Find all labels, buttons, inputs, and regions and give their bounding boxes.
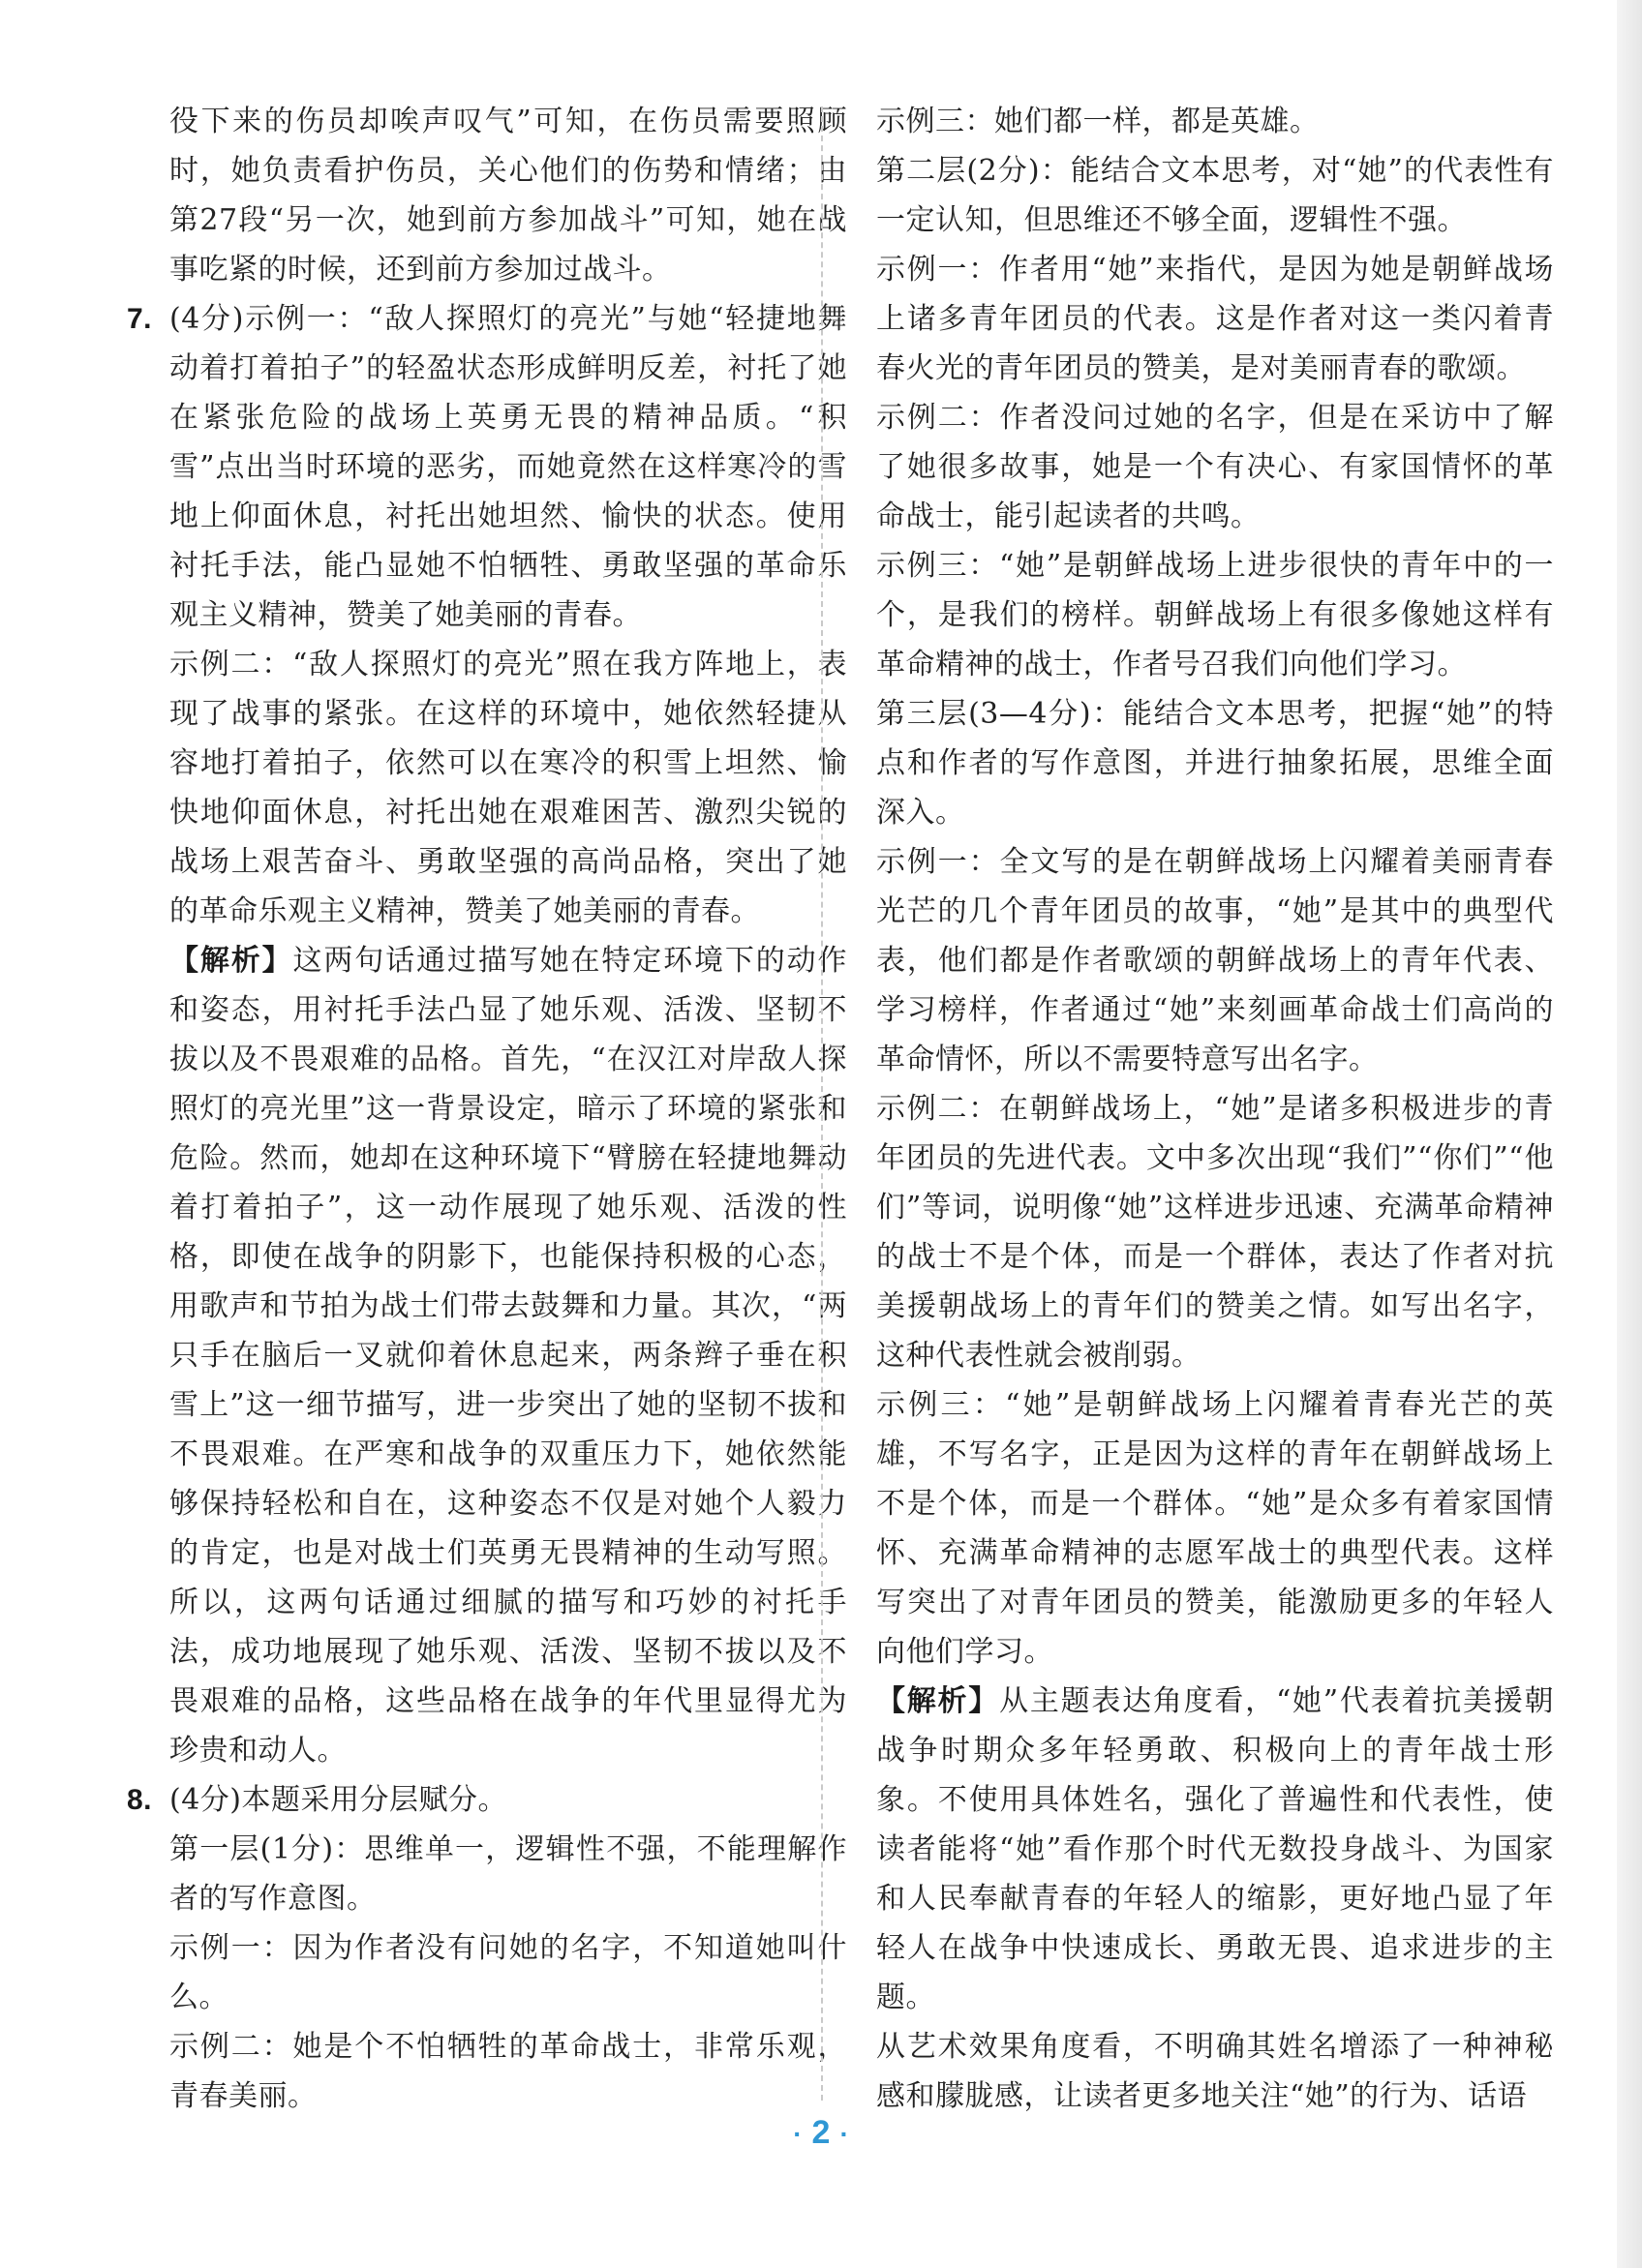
q8-level-2-example-3: 示例三：“她”是朝鲜战场上进步很快的青年中的一个，是我们的榜样。朝鲜战场上有很多像她这样有革命精神的战士，作者号召我们向他们学习。 (876, 549, 1554, 681)
q8-analysis-text: 从主题表达角度看，“她”代表着抗美援朝战争时期众多年轻勇敢、积极向上的青年战士形象。不使用具体姓名，强化了普遍性和代表性，使读者能将“她”看作那个时代无数投身战斗、为国家和人民奉献青春的年轻人的缩影，更好地凸显了年轻人在战争中快速成长、勇敢无畏、追求进步的主题。 (876, 1684, 1554, 2014)
column-divider (821, 106, 823, 2101)
left-column (127, 97, 848, 2121)
page-number (0, 2114, 1642, 2152)
question-number-8: 8. (127, 1784, 153, 1816)
page-edge-shadow (1617, 0, 1642, 2268)
q8-level-3-example-2: 示例二：在朝鲜战场上，“她”是诸多积极进步的青年团员的先进代表。文中多次出现“我们”“你们”“他们”等词，说明像“她”这样进步迅速、充满革命精神的战士不是个体，而是一个群体，表达了作者对抗美援朝战场上的青年们的赞美之情。如写出名字，这种代表性就会被削弱。 (876, 1092, 1554, 1373)
q8-analysis (876, 1677, 1554, 2022)
analysis-tag: 【解析】 (169, 944, 293, 978)
q8-level-2: 第二层(2分)：能结合文本思考，对“她”的代表性有一定认知，但思维还不够全面，逻辑性不强。 (876, 154, 1554, 237)
intro-paragraph: 役下来的伤员却唉声叹气”可知，在伤员需要照顾时，她负责看护伤员，关心他们的伤势和情绪；由第27段“另一次，她到前方参加战斗”可知，她在战事吃紧的时候，还到前方参加过战斗。 (169, 105, 847, 287)
q8-analysis-2: 从艺术效果角度看，不明确其姓名增添了一种神秘感和朦胧感，让读者更多地关注“她”的行为、话语 (876, 2030, 1554, 2113)
q8-level-3-example-1: 示例一：全文写的是在朝鲜战场上闪耀着美丽青春光芒的几个青年团员的故事，“她”是其中的典型代表，他们都是作者歌颂的朝鲜战场上的青年代表、学习榜样，作者通过“她”来刻画革命战士们高尚的革命情怀，所以不需要特意写出名字。 (876, 845, 1554, 1076)
question-7 (127, 294, 848, 1775)
q8-level-1-example-2: 示例二：她是个不怕牺牲的革命战士，非常乐观，青春美丽。 (169, 2030, 847, 2113)
question-number-7: 7. (127, 303, 153, 335)
q8-level-2-example-1: 示例一：作者用“她”来指代，是因为她是朝鲜战场上诸多青年团员的代表。这是作者对这一类闪着青春火光的青年团员的赞美，是对美丽青春的歌颂。 (876, 253, 1554, 385)
q7-analysis-text: 这两句话通过描写她在特定环境下的动作和姿态，用衬托手法凸显了她乐观、活泼、坚韧不拔以及不畏艰难的品格。首先，“在汉江对岸敌人探照灯的亮光里”这一背景设定，暗示了环境的紧张和危险。然而，她却在这种环境下“臂膀在轻捷地舞动着打着拍子”，这一动作展现了她乐观、活泼的性格，即使在战争的阴影下，也能保持积极的心态，用歌声和节拍为战士们带去鼓舞和力量。其次，“两只手在脑后一叉就仰着休息起来，两条辫子垂在积雪上”这一细节描写，进一步突出了她的坚韧不拔和不畏艰难。在严寒和战争的双重压力下，她依然能够保持轻松和自在，这种姿态不仅是对她个人毅力的肯定，也是对战士们英勇无畏精神的生动写照。所以，这两句话通过细腻的描写和巧妙的衬托手法，成功地展现了她乐观、活泼、坚韧不拔以及不畏艰难的品格，这些品格在战争的年代里显得尤为珍贵和动人。 (169, 944, 848, 1768)
right-column (876, 97, 1554, 2121)
q8-intro: (4分)本题采用分层赋分。 (169, 1783, 507, 1817)
q7-example-1: (4分)示例一：“敌人探照灯的亮光”与她“轻捷地舞动着打着拍子”的轻盈状态形成鲜明反差，衬托了她在紧张危险的战场上英勇无畏的精神品质。“积雪”点出当时环境的恶劣，而她竟然在这样寒冷的雪地上仰面休息，衬托出她坦然、愉快的状态。使用衬托手法，能凸显她不怕牺牲、勇敢坚强的革命乐观主义精神，赞美了她美丽的青春。 (169, 302, 847, 632)
q8-level-1-example-1: 示例一：因为作者没有问她的名字，不知道她叫什么。 (169, 1931, 847, 2014)
q8-level-3: 第三层(3—4分)：能结合文本思考，把握“她”的特点和作者的写作意图，并进行抽象拓展，思维全面深入。 (876, 697, 1554, 830)
q8-level-1: 第一层(1分)：思维单一，逻辑性不强，不能理解作者的写作意图。 (169, 1832, 847, 1916)
analysis-tag: 【解析】 (876, 1684, 1000, 1718)
q8-level-1-example-3: 示例三：她们都一样，都是英雄。 (876, 105, 1320, 138)
q8-level-3-example-3: 示例三：“她”是朝鲜战场上闪耀着青春光芒的英雄，不写名字，正是因为这样的青年在朝鲜战场上不是个体，而是一个群体。“她”是众多有着家国情怀、充满革命精神的志愿军战士的典型代表。这样写突出了对青年团员的赞美，能激励更多的年轻人向他们学习。 (876, 1388, 1554, 1669)
q7-analysis (169, 936, 847, 1775)
q8-level-2-example-2: 示例二：作者没问过她的名字，但是在采访中了解了她很多故事，她是一个有决心、有家国情怀的革命战士，能引起读者的共鸣。 (876, 401, 1554, 533)
page-number-bullet-left: · (793, 2119, 803, 2150)
q7-example-2: 示例二：“敌人探照灯的亮光”照在我方阵地上，表现了战事的紧张。在这样的环境中，她依然轻捷从容地打着拍子，依然可以在寒冷的积雪上坦然、愉快地仰面休息，衬托出她在艰难困苦、激烈尖锐的战场上艰苦奋斗、勇敢坚强的高尚品格，突出了她的革命乐观主义精神，赞美了她美丽的青春。 (169, 648, 847, 928)
page-number-value: 2 (811, 2114, 831, 2151)
page-number-bullet-right: · (839, 2119, 849, 2150)
question-8 (127, 1775, 847, 2121)
